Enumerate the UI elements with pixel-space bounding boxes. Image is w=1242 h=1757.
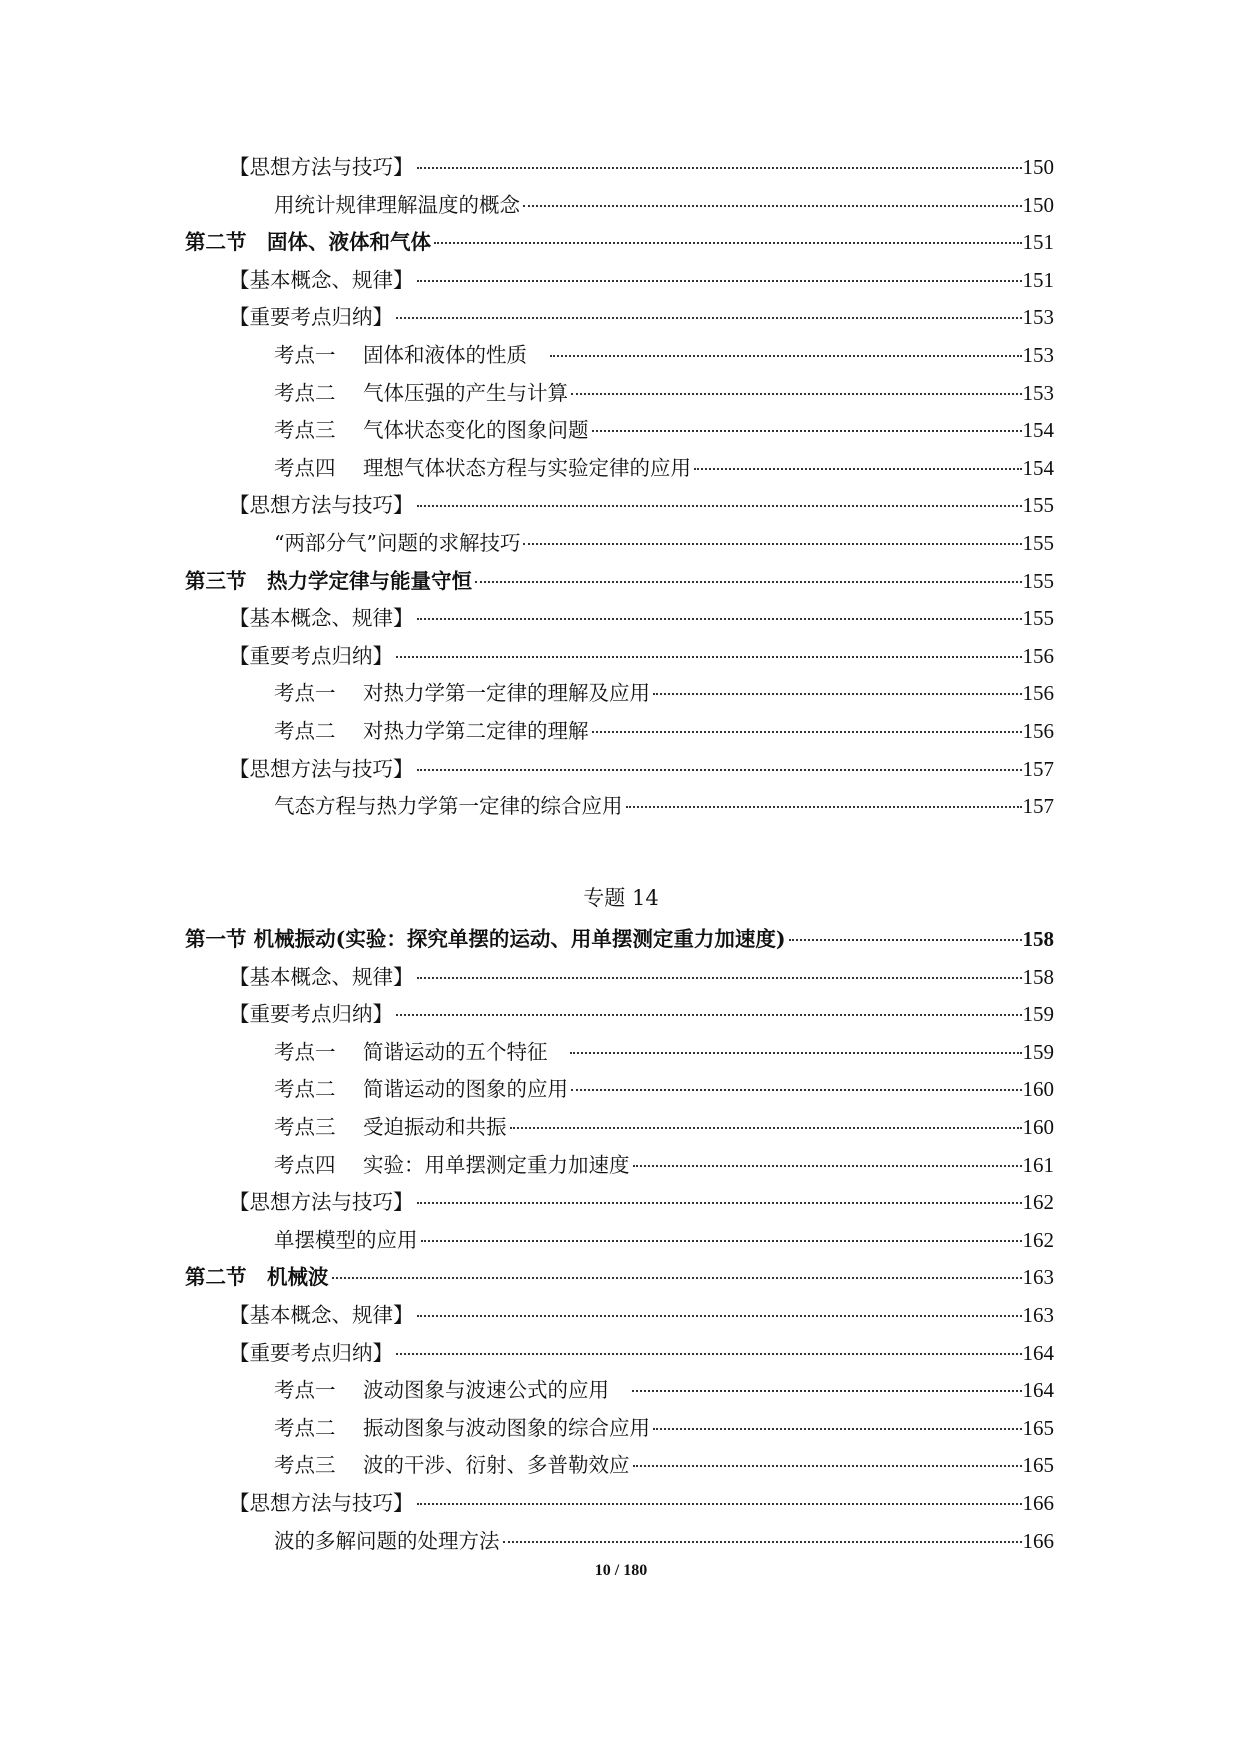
dot-leader [396,1352,1022,1355]
dot-leader [653,692,1022,695]
toc-entry[interactable] [185,1410,1054,1448]
kaodian-title: 受迫振动和共振 [363,1114,507,1139]
toc-entry-label [274,375,568,413]
toc-entry-label [274,1109,507,1147]
dot-leader [523,204,1022,207]
toc-entry-page: 160 [1022,1114,1054,1139]
toc-entry-label [274,412,589,450]
toc-entry-page: 154 [1022,455,1054,480]
toc-entry-page: 160 [1022,1077,1054,1102]
toc-entry[interactable] [185,713,1054,751]
toc-entry[interactable] [185,1184,1054,1222]
toc-entry-page: 163 [1022,1265,1054,1290]
toc-entry-label: 【基本概念、规律】 [229,606,414,631]
toc-entry[interactable] [185,638,1054,676]
toc-entry-page: 162 [1022,1227,1054,1252]
toc-entry[interactable] [185,1222,1054,1260]
toc-entry[interactable] [185,1147,1054,1185]
toc-entry-label [274,1447,630,1485]
toc-entry-page: 162 [1022,1190,1054,1215]
dot-leader [417,768,1022,771]
dot-leader [434,241,1022,244]
kaodian-label: 考点二 [274,1415,336,1440]
dot-leader [633,1164,1022,1167]
toc-entry[interactable] [185,1071,1054,1109]
dot-leader [396,316,1022,319]
toc-entry[interactable] [185,299,1054,337]
kaodian-title: 简谐运动的图象的应用 [363,1077,568,1102]
kaodian-title: 实验：用单摆测定重力加速度 [363,1152,630,1177]
toc-entry-label: 波的多解问题的处理方法 [274,1528,500,1553]
toc-entry-label [274,1034,567,1072]
toc-entry[interactable] [185,675,1054,713]
toc-entry[interactable] [185,262,1054,300]
toc-entry-page: 156 [1022,718,1054,743]
dot-leader [653,1427,1022,1430]
toc-entry[interactable] [185,149,1054,187]
toc-entry[interactable] [185,1523,1054,1561]
toc-entry-page: 153 [1022,342,1054,367]
toc-section-heading[interactable] [185,1259,1054,1297]
toc-entry-page: 159 [1022,1002,1054,1027]
dot-leader [523,542,1021,545]
dot-leader [417,976,1022,979]
toc-entry-label: 【基本概念、规律】 [229,964,414,989]
dot-leader [571,392,1022,395]
toc-entry-page: 156 [1022,643,1054,668]
dot-leader [592,429,1022,432]
toc-entry[interactable] [185,600,1054,638]
toc-entry[interactable] [185,525,1054,563]
toc-entry[interactable] [185,1109,1054,1147]
kaodian-title: 振动图象与波动图象的综合应用 [363,1415,650,1440]
kaodian-label: 考点二 [274,380,336,405]
toc-entry-page: 165 [1022,1453,1054,1478]
dot-leader [421,1239,1022,1242]
dot-leader [417,1502,1022,1505]
toc-entry[interactable] [185,1372,1054,1410]
dot-leader [396,1013,1022,1016]
toc-section-b [185,921,1054,1560]
toc-entry-page: 153 [1022,380,1054,405]
toc-entry-page: 155 [1022,530,1054,555]
kaodian-title: 对热力学第一定律的理解及应用 [363,681,650,706]
kaodian-label: 考点四 [274,455,336,480]
dot-leader [550,354,1022,357]
toc-entry-page: 155 [1022,493,1054,518]
toc-section-heading[interactable] [185,563,1054,601]
dot-leader [475,580,1022,583]
dot-leader [626,805,1022,808]
kaodian-label: 考点四 [274,1152,336,1177]
dot-leader [396,655,1022,658]
kaodian-title: 固体和液体的性质 [363,342,527,367]
kaodian-title: 波动图象与波速公式的应用 [363,1378,609,1403]
kaodian-title: 理想气体状态方程与实验定律的应用 [363,455,691,480]
toc-entry[interactable] [185,337,1054,375]
toc-entry-label [274,1147,630,1185]
dot-leader [417,1201,1022,1204]
toc-entry-label: “两部分气”问题的求解技巧 [274,530,521,555]
toc-entry-page: 164 [1022,1378,1054,1403]
dot-leader [332,1276,1022,1279]
toc-entry-label: 【思想方法与技巧】 [229,493,414,518]
toc-entry-page: 157 [1022,794,1054,819]
dot-leader [417,617,1022,620]
toc-entry-page: 158 [1022,927,1054,951]
toc-entry-page: 157 [1022,756,1054,781]
toc-entry-label: 【重要考点归纳】 [229,1340,393,1365]
toc-entry-label: 【思想方法与技巧】 [229,1190,414,1215]
kaodian-label: 考点一 [274,342,336,367]
toc-entry[interactable] [185,450,1054,488]
topic-title: 专题 14 [583,886,659,910]
toc-entry-label: 第二节 机械波 [185,1265,329,1290]
toc-entry[interactable] [185,487,1054,525]
toc-entry-label: 【基本概念、规律】 [229,267,414,292]
toc-entry-page: 155 [1022,606,1054,631]
toc-entry[interactable] [185,959,1054,997]
toc-entry[interactable] [185,1335,1054,1373]
toc-entry-page: 165 [1022,1415,1054,1440]
dot-leader [633,1464,1022,1467]
dot-leader [417,1314,1022,1317]
kaodian-title: 简谐运动的五个特征 [363,1039,548,1064]
toc-entry-page: 151 [1022,267,1054,292]
toc-entry-page: 166 [1022,1528,1054,1553]
kaodian-label: 考点三 [274,418,336,443]
toc-entry-label: 第三节 热力学定律与能量守恒 [185,568,472,593]
toc-entry-page: 151 [1022,230,1054,255]
toc-entry[interactable] [185,751,1054,789]
toc-entry-label [274,450,691,488]
toc-entry-page: 153 [1022,305,1054,330]
kaodian-title: 气体压强的产生与计算 [363,380,568,405]
toc-entry-label [274,675,650,713]
toc-entry-page: 150 [1022,155,1054,179]
toc-entry[interactable] [185,788,1054,826]
kaodian-label: 考点一 [274,1039,336,1064]
toc-entry-label [274,713,589,751]
toc-entry-label: 气态方程与热力学第一定律的综合应用 [274,794,623,819]
toc-entry-label: 第一节 机械振动(实验：探究单摆的运动、用单摆测定重力加速度) [185,927,786,951]
toc-entry-label: 【重要考点归纳】 [229,1002,393,1027]
dot-leader [632,1389,1022,1392]
toc-entry-page: 150 [1022,192,1054,217]
toc-entry-label: 【思想方法与技巧】 [229,756,414,781]
dot-leader [789,938,1022,941]
page-number: 10 / 180 [594,1562,648,1579]
toc-section-heading[interactable] [185,921,1054,959]
toc-entry-page: 161 [1022,1152,1054,1177]
kaodian-title: 对热力学第二定律的理解 [363,718,589,743]
toc-section-heading[interactable] [185,224,1054,262]
toc-entry-label [274,1410,650,1448]
toc-entry-label [274,1372,629,1410]
toc-entry[interactable] [185,1485,1054,1523]
toc-entry-page: 155 [1022,568,1054,593]
kaodian-title: 气体状态变化的图象问题 [363,418,589,443]
toc-entry-label [274,1071,568,1109]
dot-leader [417,279,1022,282]
dot-leader [570,1051,1021,1054]
toc-entry[interactable] [185,1447,1054,1485]
toc-section-a [185,149,1054,826]
kaodian-label: 考点二 [274,1077,336,1102]
toc-entry-page: 154 [1022,418,1054,443]
dot-leader [417,504,1022,507]
toc-entry-label: 【思想方法与技巧】 [229,1490,414,1515]
toc-entry-label: 【重要考点归纳】 [229,305,393,330]
toc-entry-page: 156 [1022,681,1054,706]
toc-entry[interactable] [185,375,1054,413]
dot-leader [503,1540,1022,1543]
toc-entry-page: 159 [1022,1039,1054,1064]
toc-entry-label: 单摆模型的应用 [274,1227,418,1252]
kaodian-label: 考点二 [274,718,336,743]
dot-leader [510,1126,1022,1129]
toc-entry-label: 第二节 固体、液体和气体 [185,230,431,255]
dot-leader [417,166,1022,169]
toc-entry[interactable] [185,996,1054,1034]
toc-entry[interactable] [185,1297,1054,1335]
toc-entry-label: 【重要考点归纳】 [229,643,393,668]
toc-entry[interactable] [185,187,1054,225]
toc-entry[interactable] [185,412,1054,450]
toc-entry-label [274,337,547,375]
dot-leader [592,730,1022,733]
toc-entry-page: 164 [1022,1340,1054,1365]
dot-leader [571,1088,1022,1091]
toc-entry-page: 166 [1022,1490,1054,1515]
toc-entry-page: 158 [1022,964,1054,989]
kaodian-label: 考点三 [274,1453,336,1478]
toc-entry-label: 【基本概念、规律】 [229,1302,414,1327]
toc-entry[interactable] [185,1034,1054,1072]
toc-entry-label: 用统计规律理解温度的概念 [274,192,520,217]
kaodian-label: 考点一 [274,1378,336,1403]
toc-entry-label: 【思想方法与技巧】 [229,155,414,179]
toc-entry-page: 163 [1022,1302,1054,1327]
kaodian-title: 波的干涉、衍射、多普勒效应 [363,1453,630,1478]
kaodian-label: 考点三 [274,1114,336,1139]
dot-leader [694,467,1022,470]
kaodian-label: 考点一 [274,681,336,706]
